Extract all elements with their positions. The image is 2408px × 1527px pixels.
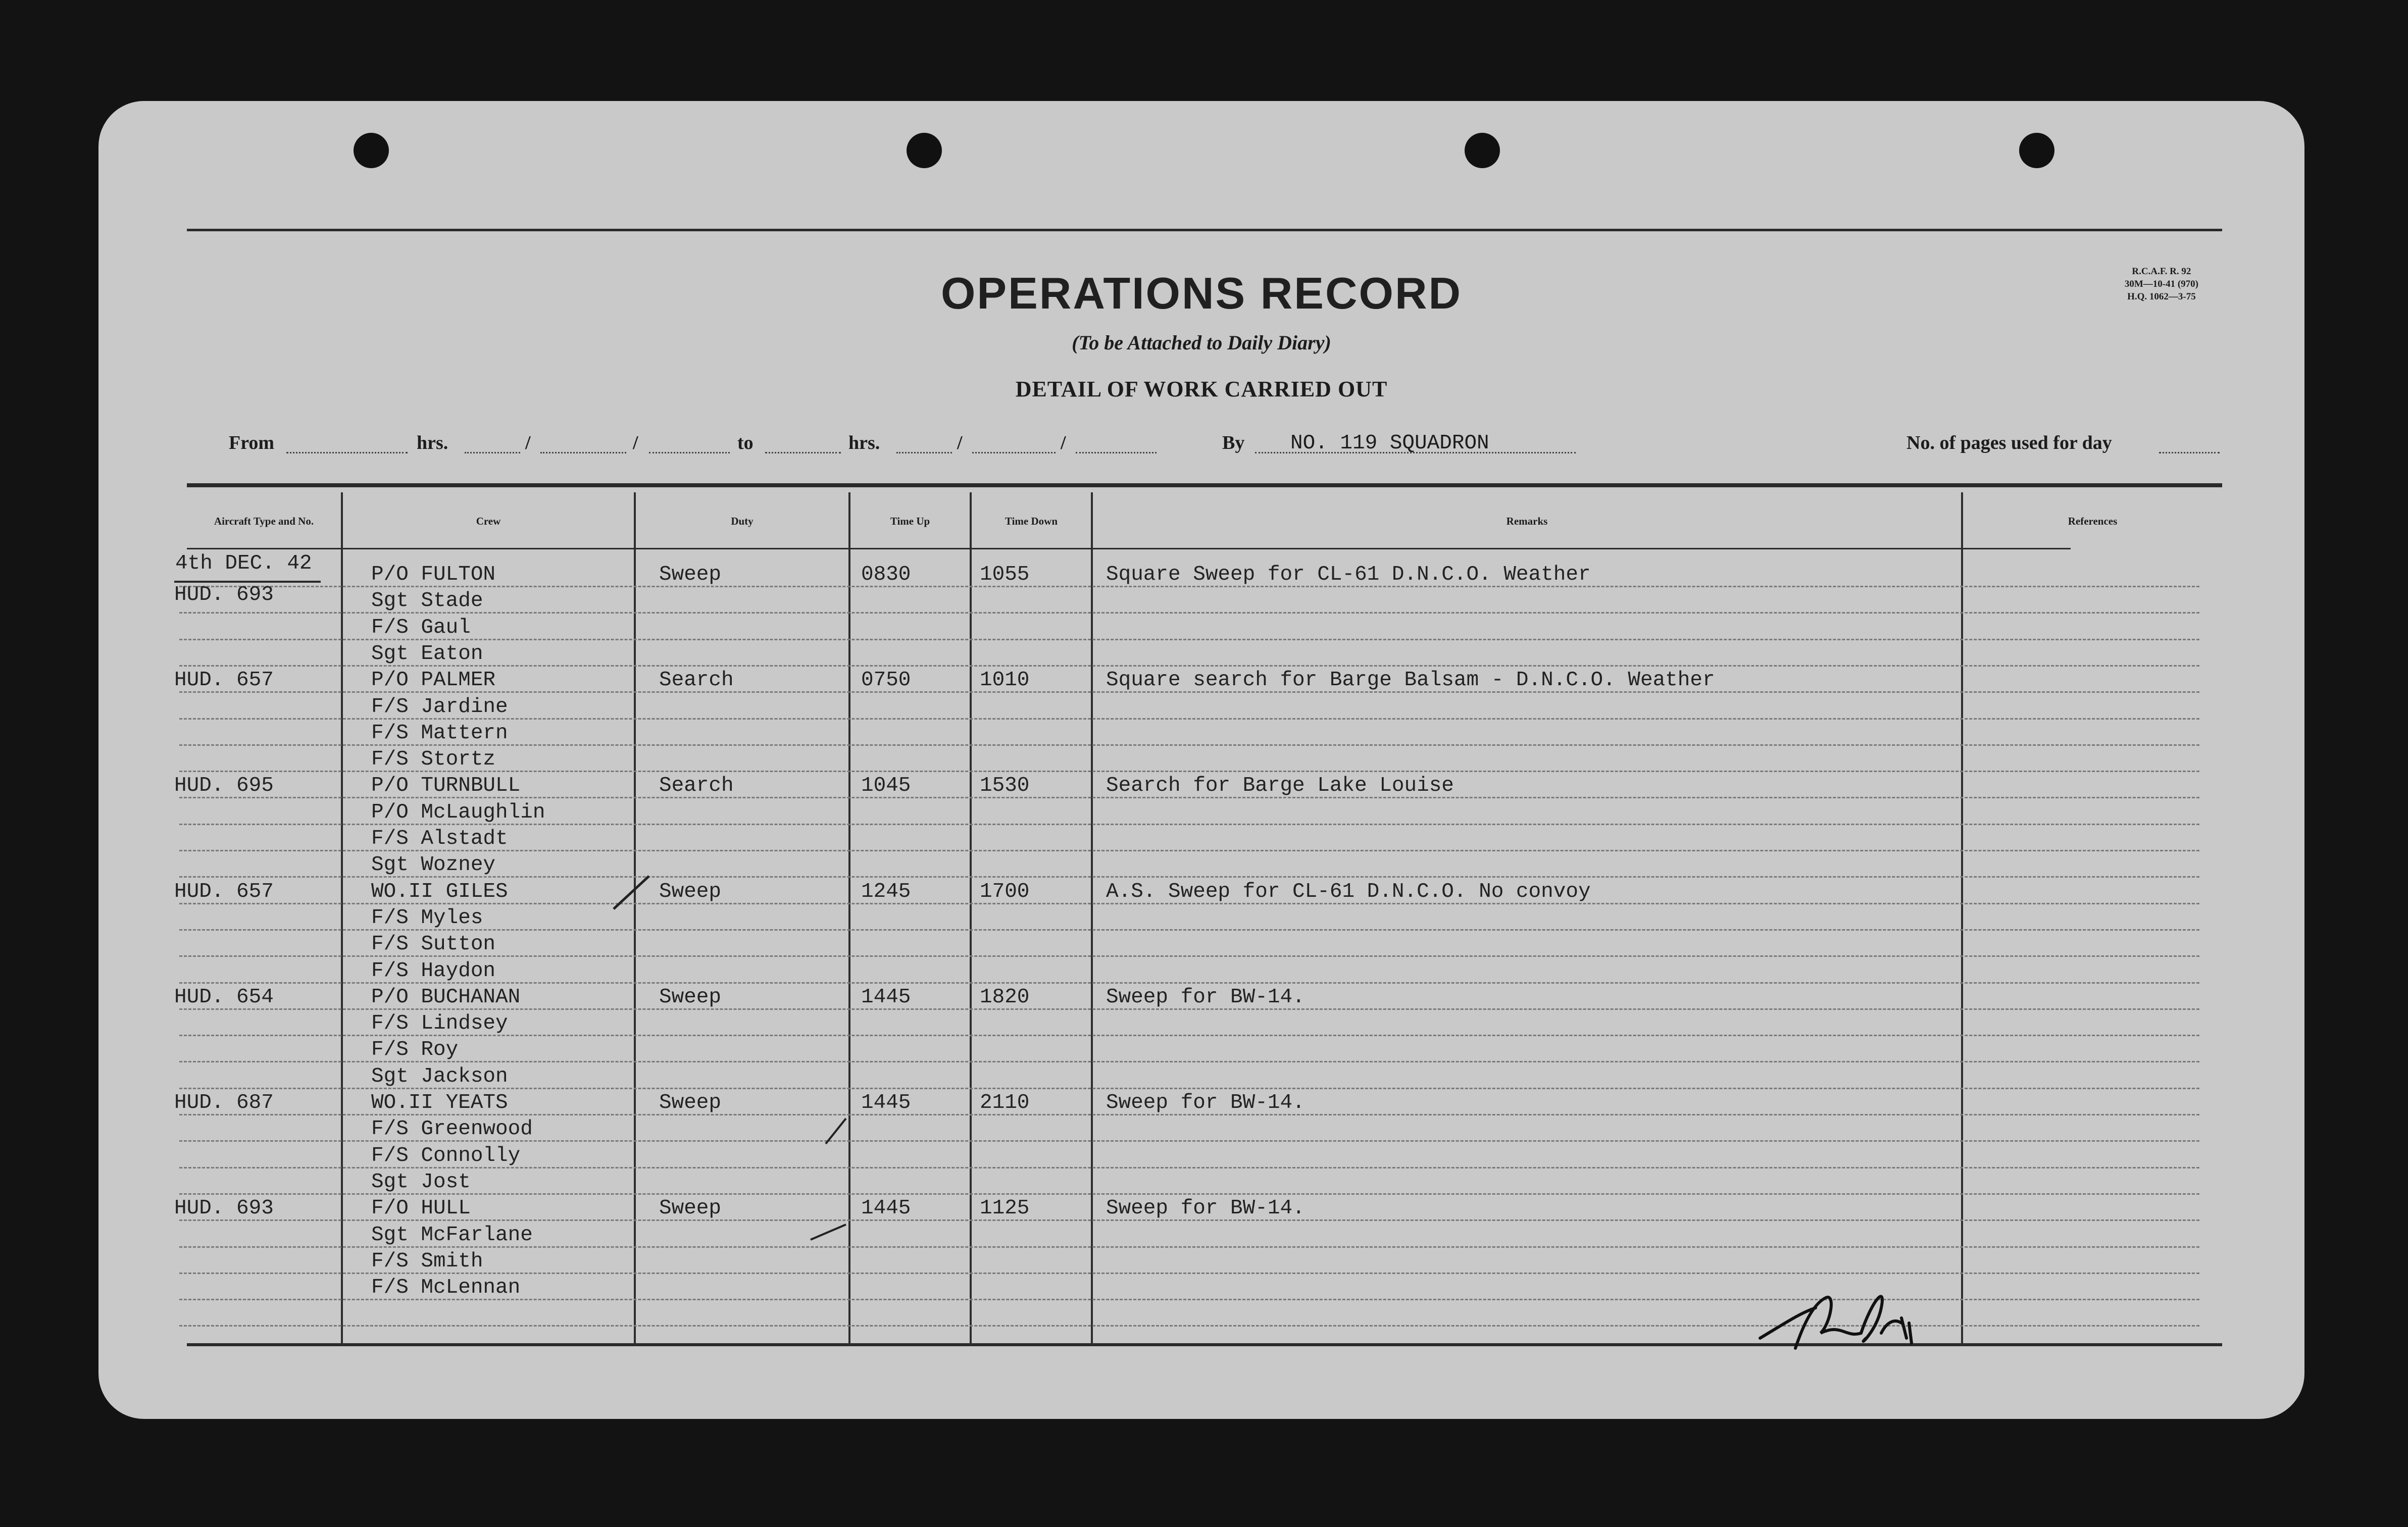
from-month-field (540, 452, 626, 453)
top-rule (187, 229, 2222, 231)
from-label: From (229, 432, 275, 453)
crew-member: F/S Myles (371, 906, 483, 930)
time-up-cell: 1445 (861, 1197, 911, 1220)
slash: / (633, 432, 638, 453)
remarks-cell: A.S. Sweep for CL-61 D.N.C.O. No convoy (1106, 880, 1591, 903)
duty-cell: Sweep (659, 563, 722, 586)
crew-member: F/S Mattern (371, 721, 508, 745)
duty-cell: Sweep (659, 1091, 722, 1114)
ruled-line (179, 1061, 2199, 1062)
time-up-cell: 0750 (861, 669, 911, 692)
remarks-cell: Sweep for BW-14. (1106, 985, 1305, 1009)
to-field (765, 452, 841, 453)
col-header-duty: Duty (731, 515, 754, 527)
time-down-cell: 1820 (980, 985, 1030, 1009)
time-down-cell: 2110 (980, 1091, 1030, 1114)
crew-member: F/S McLennan (371, 1276, 521, 1300)
aircraft-number: HUD. 693 (174, 1197, 274, 1220)
time-up-cell: 1445 (861, 1091, 911, 1114)
crew-member: Sgt McFarlane (371, 1223, 533, 1247)
aircraft-number: HUD. 657 (174, 669, 274, 692)
crew-member: F/S Stortz (371, 748, 496, 772)
remarks-cell: Sweep for BW-14. (1106, 1197, 1305, 1220)
crew-member: P/O BUCHANAN (371, 985, 521, 1009)
punch-hole (2019, 133, 2054, 168)
crew-member: P/O TURNBULL (371, 774, 521, 798)
crew-member: F/S Gaul (371, 616, 471, 639)
crew-member: Sgt Jost (371, 1170, 471, 1194)
punch-hole (907, 133, 942, 168)
slash: / (957, 432, 963, 453)
crew-member: F/S Alstadt (371, 827, 508, 850)
column-divider (970, 492, 972, 1346)
time-down-cell: 1530 (980, 774, 1030, 798)
hrs-label: hrs. (848, 432, 880, 453)
crew-member: F/S Connolly (371, 1144, 521, 1167)
squadron-value: NO. 119 SQUADRON (1290, 432, 1489, 455)
entry-date: 4th DEC. 42 (175, 552, 312, 575)
aircraft-number: HUD. 654 (174, 985, 274, 1009)
remarks-cell: Sweep for BW-14. (1106, 1091, 1305, 1114)
crew-member: F/S Sutton (371, 933, 496, 956)
crew-member: Sgt Jackson (371, 1064, 508, 1088)
table-top-rule (187, 483, 2222, 487)
operations-record-card (98, 101, 2304, 1419)
col-header-time-up: Time Up (890, 515, 930, 527)
time-down-cell: 1700 (980, 880, 1030, 903)
from-day-field (465, 452, 520, 453)
crew-member: F/S Lindsey (371, 1012, 508, 1036)
crew-member: F/S Greenwood (371, 1117, 533, 1141)
duty-cell: Search (659, 669, 734, 692)
check-mark (808, 1222, 848, 1242)
col-header-remarks: Remarks (1506, 515, 1548, 527)
header-bottom-rule (187, 548, 2071, 549)
crew-member: WO.II YEATS (371, 1091, 508, 1114)
date-underline (174, 581, 321, 583)
check-mark (821, 1116, 851, 1146)
by-label: By (1222, 432, 1245, 453)
crew-member: F/S Haydon (371, 959, 496, 983)
hrs-label: hrs. (417, 432, 448, 453)
col-header-crew: Crew (476, 515, 501, 527)
table-bottom-rule (187, 1343, 2222, 1346)
check-mark (609, 874, 654, 914)
time-down-cell: 1010 (980, 669, 1030, 692)
crew-member: P/O McLaughlin (371, 800, 545, 824)
column-divider (848, 492, 850, 1346)
page-subtitle: (To be Attached to Daily Diary) (1072, 331, 1331, 354)
time-up-cell: 0830 (861, 563, 911, 586)
to-month-field (972, 452, 1056, 453)
time-down-cell: 1055 (980, 563, 1030, 586)
slash: / (1061, 432, 1066, 453)
aircraft-number: HUD. 657 (174, 880, 274, 903)
crew-member: P/O PALMER (371, 669, 496, 692)
col-header-aircraft: Aircraft Type and No. (214, 515, 314, 527)
punch-hole (354, 133, 389, 168)
aircraft-number: HUD. 695 (174, 774, 274, 798)
to-year-field (1076, 452, 1157, 453)
column-divider (634, 492, 636, 1346)
aircraft-number: HUD. 693 (174, 583, 274, 606)
crew-member: F/S Smith (371, 1249, 483, 1273)
duty-cell: Sweep (659, 880, 722, 903)
page-title: OPERATIONS RECORD (940, 268, 1463, 318)
from-field (286, 452, 408, 453)
handwritten-signature (1755, 1262, 1917, 1363)
col-header-references: References (2068, 515, 2118, 527)
crew-member: Sgt Wozney (371, 853, 496, 877)
crew-member: F/O HULL (371, 1197, 471, 1220)
aircraft-number: HUD. 687 (174, 1091, 274, 1114)
duty-cell: Sweep (659, 985, 722, 1009)
ruled-line (179, 1193, 2199, 1195)
duty-cell: Search (659, 774, 734, 798)
column-divider (1091, 492, 1093, 1346)
remarks-cell: Square Sweep for CL-61 D.N.C.O. Weather (1106, 563, 1591, 586)
form-reference: R.C.A.F. R. 92 30M—10-41 (970) H.Q. 1062—3-75 (2124, 266, 2198, 302)
to-label: to (737, 432, 754, 453)
duty-cell: Sweep (659, 1197, 722, 1220)
from-year-field (649, 452, 730, 453)
time-up-cell: 1045 (861, 774, 911, 798)
punch-hole (1465, 133, 1500, 168)
time-up-cell: 1245 (861, 880, 911, 903)
crew-member: Sgt Eaton (371, 642, 483, 666)
time-up-cell: 1445 (861, 985, 911, 1009)
to-day-field (896, 452, 952, 453)
column-divider (1961, 492, 1963, 1346)
crew-member: Sgt Stade (371, 589, 483, 613)
crew-member: F/S Jardine (371, 695, 508, 719)
crew-member: F/S Roy (371, 1038, 459, 1062)
crew-member: WO.II GILES (371, 880, 508, 903)
remarks-cell: Square search for Barge Balsam - D.N.C.O. Weather (1106, 669, 1715, 692)
crew-member: P/O FULTON (371, 563, 496, 586)
squadron-field (1255, 452, 1576, 453)
pages-label: No. of pages used for day (1907, 432, 2112, 453)
col-header-time-down: Time Down (1005, 515, 1058, 527)
remarks-cell: Search for Barge Lake Louise (1106, 774, 1454, 798)
detail-heading: DETAIL OF WORK CARRIED OUT (1015, 377, 1388, 401)
time-down-cell: 1125 (980, 1197, 1030, 1220)
ruled-line (179, 639, 2199, 640)
pages-field (2159, 452, 2220, 453)
column-divider (341, 492, 343, 1346)
slash: / (525, 432, 531, 453)
